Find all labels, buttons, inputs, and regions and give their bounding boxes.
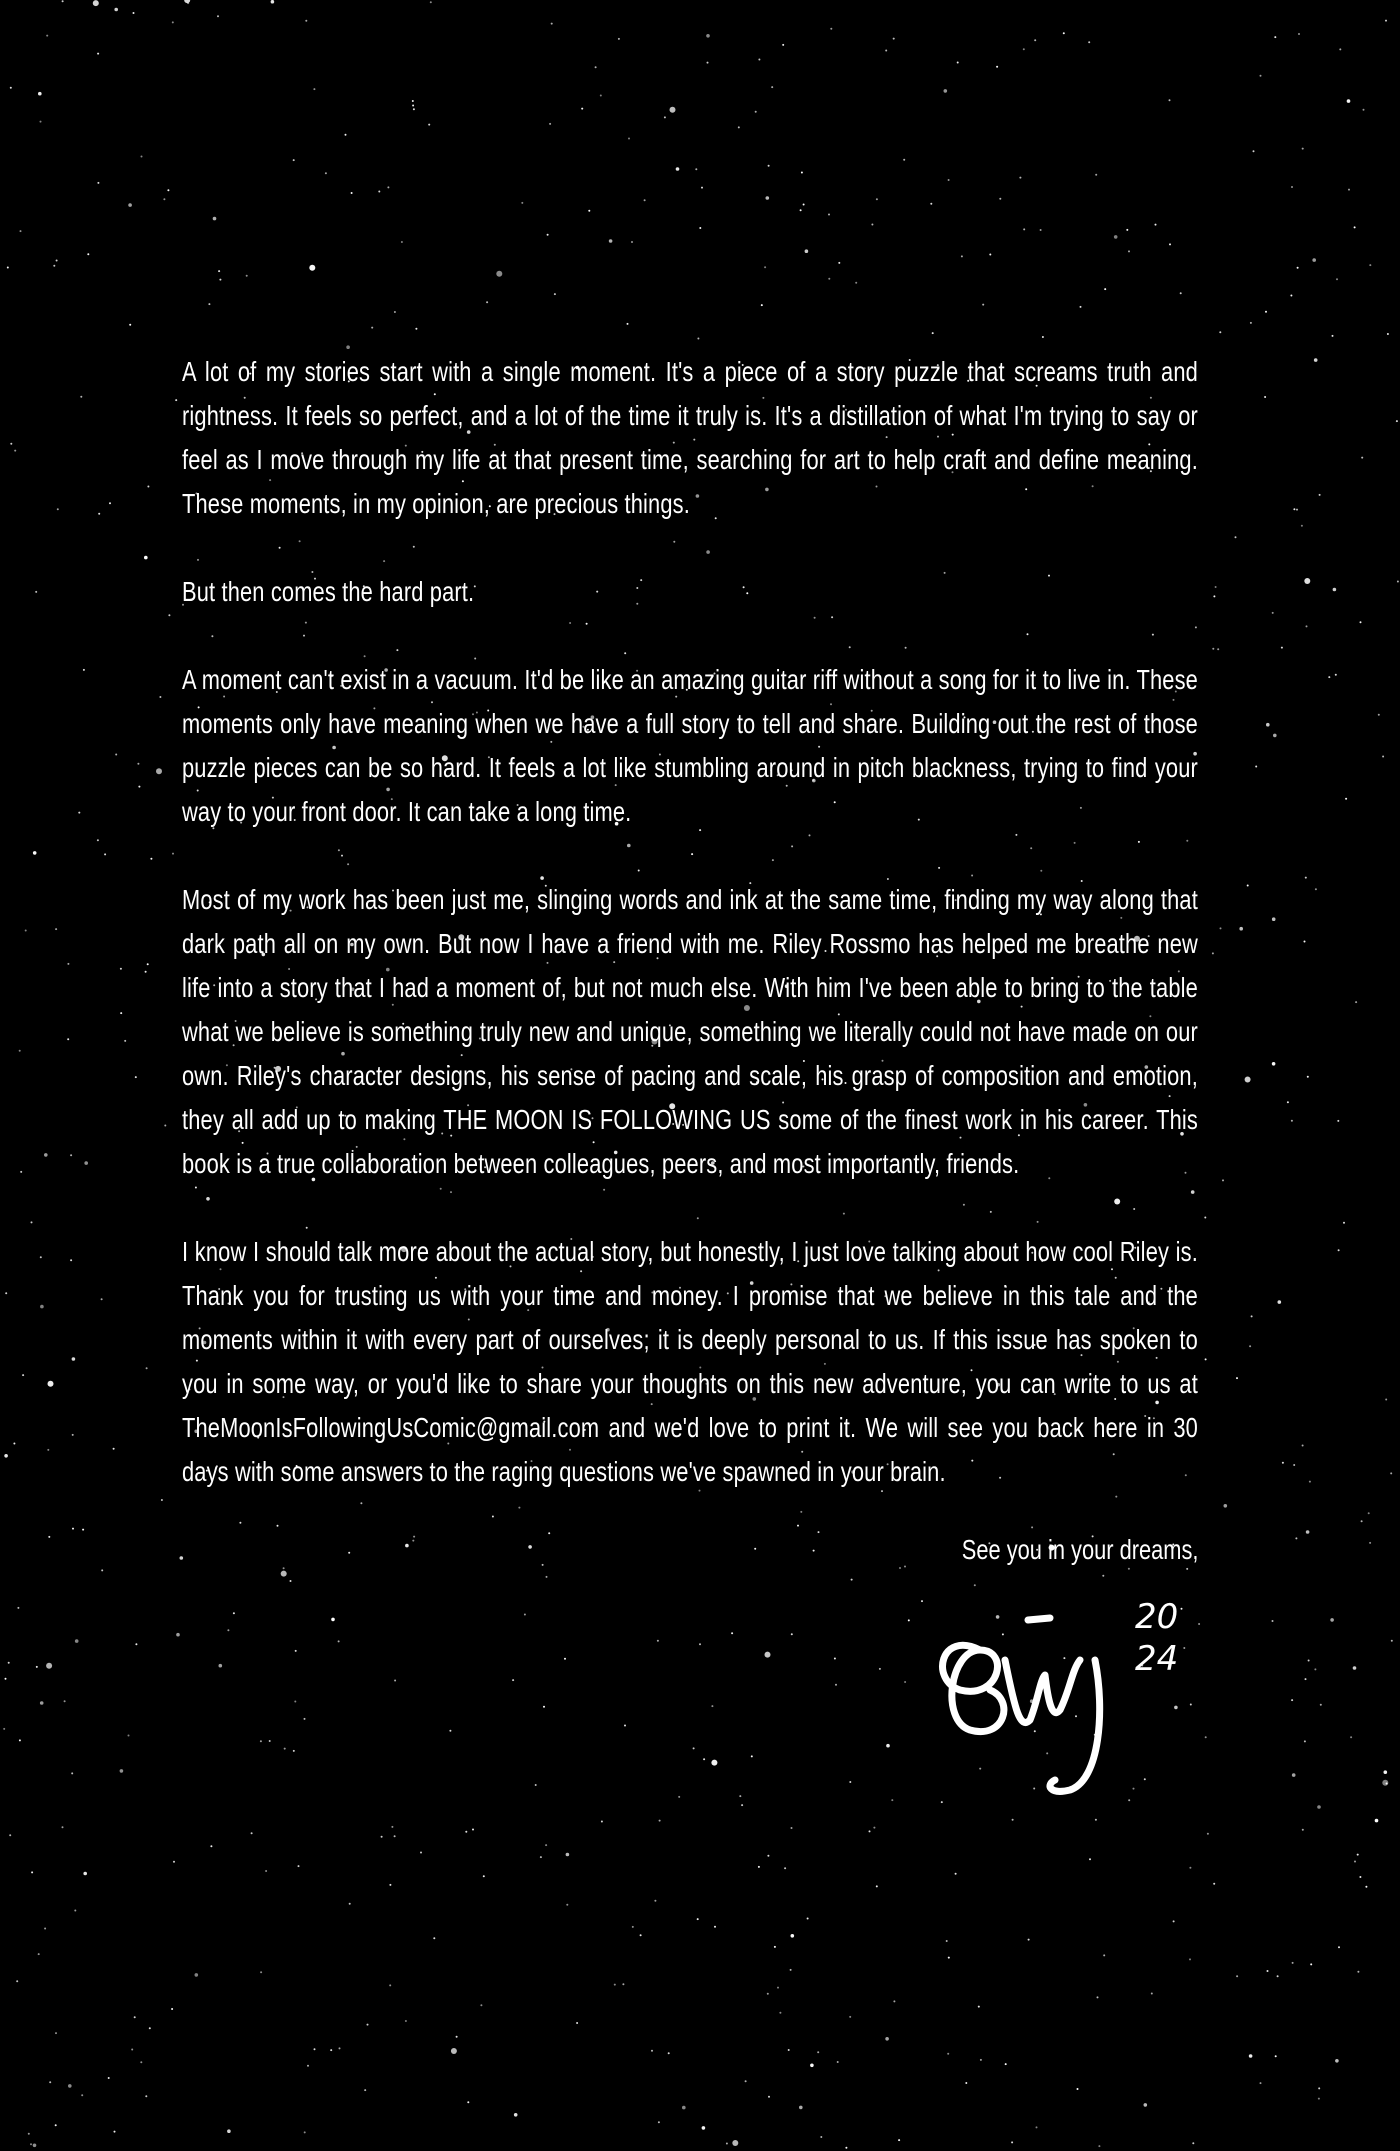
paragraph-1: A lot of my stories start with a single moment. It's a piece of a story puzzle that screams truth and rightness. It feels so perfect, and a lot of the time it truly is. It's a distillation of what I'm trying to say or feel as I move through my life at that present time, searching for art to help craft and define meaning. These moments, in my opinion, are precious things. bbox=[182, 356, 1198, 519]
handwritten-signature bbox=[920, 1590, 1220, 1810]
signature-year: 20 bbox=[1135, 1597, 1179, 1637]
letter-body bbox=[182, 350, 1198, 1538]
svg-text:24: 24 bbox=[1135, 1639, 1179, 1679]
signoff: See you in your dreams, bbox=[961, 1534, 1198, 1565]
paragraph-2: But then comes the hard part. bbox=[182, 576, 475, 607]
paragraph-4: Most of my work has been just me, slinging words and ink at the same time, finding my way along that dark path all on my own. But now I have a friend with me. Riley Rossmo has helped me breathe new life into a story that I had a moment of, but not much else. With him I've been able to bring to the table what we believe is something truly new and unique, something we literally could not have made on our own. Riley's character designs, his sense of pacing and scale, his grasp of composition and emotion, they all add up to making THE MOON IS FOLLOWING US some of the finest work in his career. This book is a true collaboration between colleagues, peers, and most importantly, friends. bbox=[182, 884, 1198, 1179]
paragraph-3: A moment can't exist in a vacuum. It'd be like an amazing guitar riff without a song for it to live in. These moments only have meaning when we have a full story to tell and share. Building out the rest of those puzzle pieces can be so hard. It feels a lot like stumbling around in pitch blackness, trying to find your way to your front door. It can take a long time. bbox=[182, 664, 1198, 827]
paragraph-5: I know I should talk more about the actual story, but honestly, I just love talking about how cool Riley is. Thank you for trusting us with your time and money. I promise that we believe in this tale and the moments within it with every part of ourselves; it is deeply personal to us. If this issue has spoken to you in some way, or you'd like to share your thoughts on this new adventure, you can write to us at TheMoonIsFollowingUsComic@gmail.com and we'd love to print it. We will see you back here in 30 days with some answers to the raging questions we've spawned in your brain. bbox=[182, 1236, 1198, 1487]
